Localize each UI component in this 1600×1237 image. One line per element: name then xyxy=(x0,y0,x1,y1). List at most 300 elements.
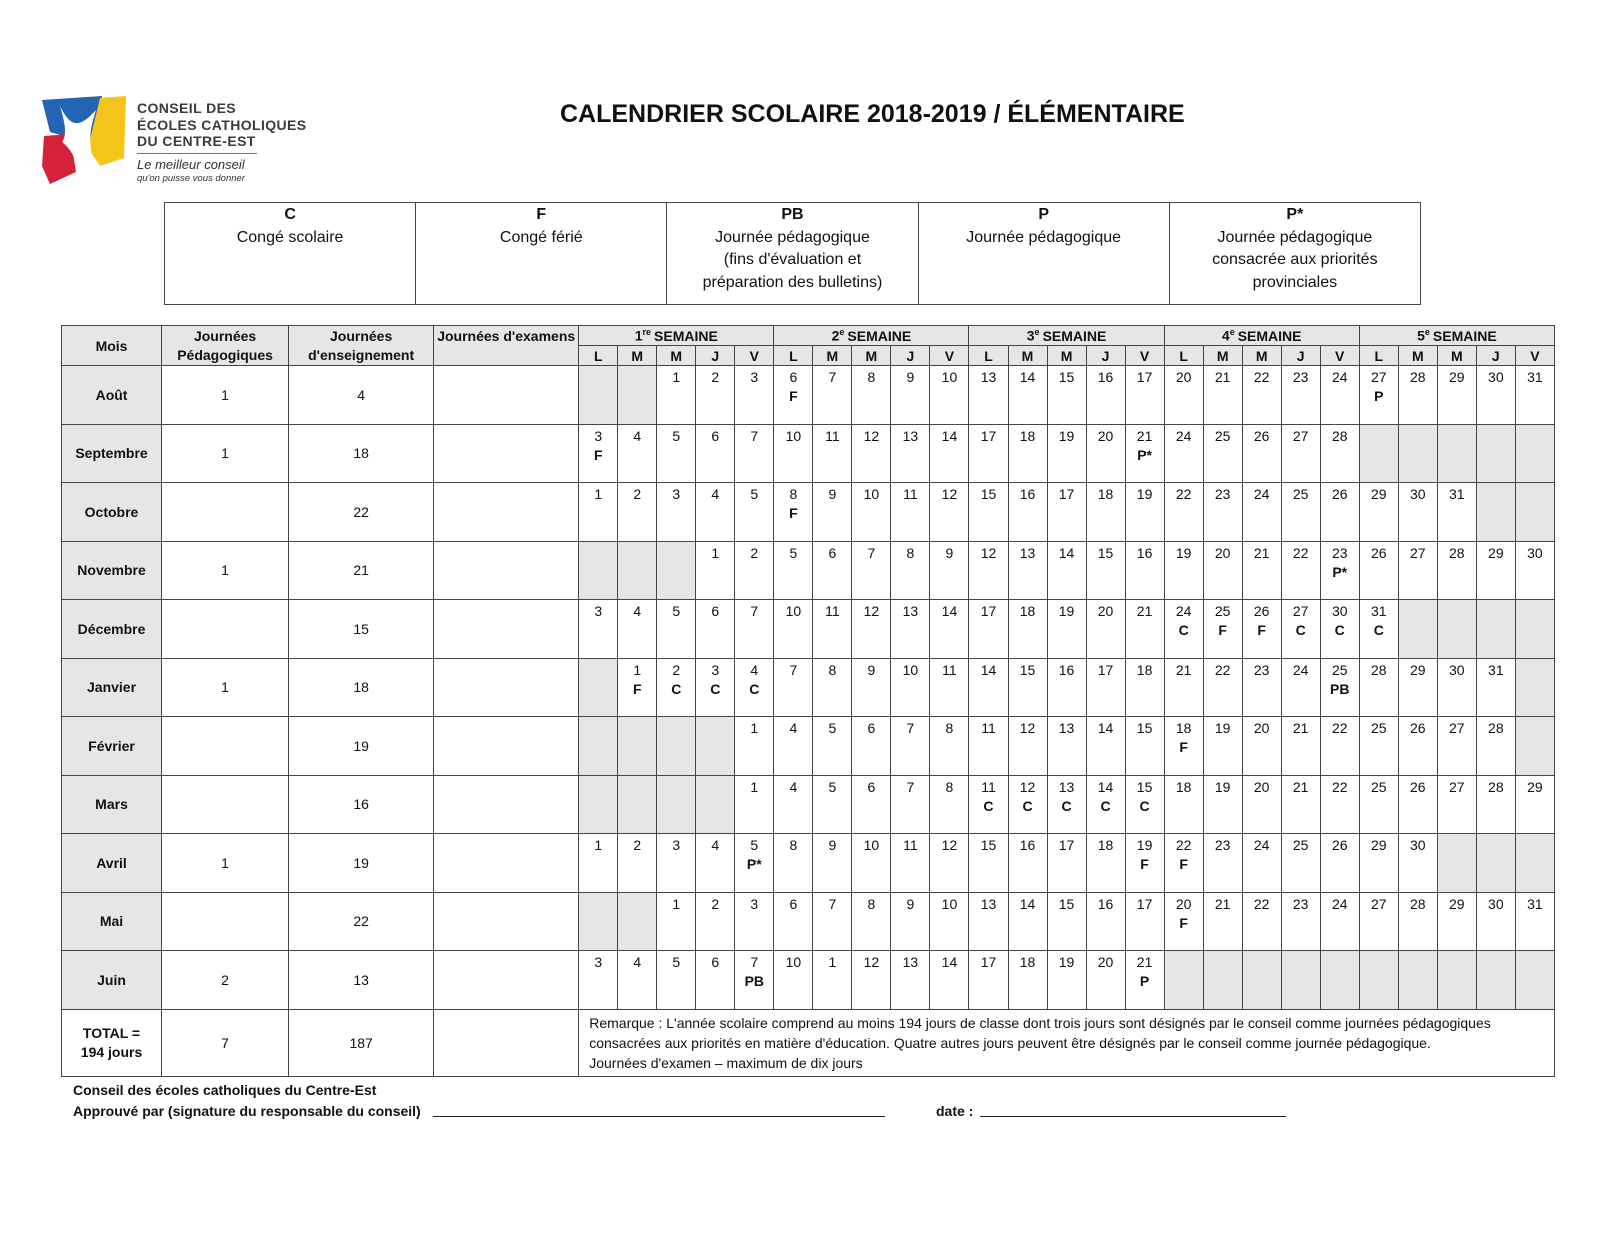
day-cell xyxy=(1515,775,1554,834)
day-cell xyxy=(1320,366,1359,425)
day-cell xyxy=(1203,424,1242,483)
day-cell xyxy=(930,424,969,483)
day-letter-header: L xyxy=(1359,346,1398,366)
legend-cell xyxy=(1169,203,1420,305)
day-cell xyxy=(1125,717,1164,776)
day-cell xyxy=(1320,951,1359,1010)
day-cell xyxy=(1359,834,1398,893)
day-code-badge: F xyxy=(1218,622,1227,638)
day-cell xyxy=(813,658,852,717)
day-number: 9 xyxy=(828,486,837,502)
day-cell xyxy=(579,541,618,600)
month-row xyxy=(62,892,1555,951)
day-cell xyxy=(1164,775,1203,834)
day-number: 13 xyxy=(1058,778,1075,795)
exam-days xyxy=(434,541,579,600)
day-cell xyxy=(1242,658,1281,717)
day-cell xyxy=(1515,717,1554,776)
day-cell xyxy=(813,366,852,425)
day-number: 21 xyxy=(1175,661,1192,678)
day-number: 22 xyxy=(1175,837,1192,853)
exam-days xyxy=(434,892,579,951)
day-number: 12 xyxy=(941,486,958,502)
day-cell xyxy=(1125,424,1164,483)
day-letter-header: L xyxy=(774,346,813,366)
day-cell xyxy=(696,366,735,425)
month-row xyxy=(62,775,1555,834)
day-cell xyxy=(1437,483,1476,542)
exam-days xyxy=(434,951,579,1010)
day-cell xyxy=(969,541,1008,600)
day-cell xyxy=(1242,424,1281,483)
day-number: 13 xyxy=(1019,544,1036,561)
day-letter-header: V xyxy=(930,346,969,366)
day-number: 26 xyxy=(1410,720,1426,736)
total-label xyxy=(62,1009,162,1076)
day-cell xyxy=(1242,892,1281,951)
day-cell xyxy=(891,600,930,659)
day-number: 15 xyxy=(1019,661,1036,678)
day-number: 29 xyxy=(1410,661,1426,678)
day-number: 21 xyxy=(1136,954,1153,970)
day-cell xyxy=(1398,775,1437,834)
day-cell xyxy=(969,775,1008,834)
day-letter-header: V xyxy=(1515,346,1554,366)
day-number: 3 xyxy=(672,837,681,853)
day-cell xyxy=(1437,658,1476,717)
day-number: 21 xyxy=(1292,720,1309,736)
day-cell xyxy=(1086,834,1125,893)
day-cell xyxy=(1242,717,1281,776)
day-cell xyxy=(1047,834,1086,893)
day-cell xyxy=(1164,658,1203,717)
day-number: 19 xyxy=(1058,603,1075,619)
month-name: Février xyxy=(62,717,162,776)
day-number: 5 xyxy=(750,486,759,502)
day-cell xyxy=(579,892,618,951)
day-number: 17 xyxy=(980,954,997,970)
day-cell xyxy=(1086,424,1125,483)
week-number-suffix: e xyxy=(1424,327,1430,338)
teaching-days: 19 xyxy=(289,834,434,893)
day-cell xyxy=(1047,600,1086,659)
day-cell xyxy=(1398,951,1437,1010)
month-name: Mai xyxy=(62,892,162,951)
day-cell xyxy=(1125,834,1164,893)
day-cell xyxy=(813,424,852,483)
day-number: 3 xyxy=(594,427,603,444)
day-number: 2 xyxy=(633,837,642,853)
day-number: 30 xyxy=(1410,837,1426,853)
day-number: 11 xyxy=(825,427,840,444)
day-number: 2 xyxy=(750,544,759,561)
day-cell xyxy=(1125,600,1164,659)
day-number: 17 xyxy=(1136,895,1153,912)
day-cell xyxy=(969,951,1008,1010)
day-cell xyxy=(1476,600,1515,659)
legend-code: F xyxy=(536,206,547,223)
day-cell xyxy=(1515,366,1554,425)
day-number: 29 xyxy=(1527,778,1543,795)
day-number: 30 xyxy=(1410,486,1426,502)
total-row xyxy=(62,1009,1555,1076)
day-number: 27 xyxy=(1449,778,1465,795)
pedagogical-days xyxy=(162,483,289,542)
day-cell xyxy=(1515,834,1554,893)
day-cell xyxy=(1320,775,1359,834)
day-number: 20 xyxy=(1253,778,1270,795)
day-number: 6 xyxy=(789,895,798,912)
day-cell xyxy=(1164,892,1203,951)
day-cell xyxy=(657,366,696,425)
day-cell xyxy=(813,834,852,893)
header-journees-examens: Journées d'examens xyxy=(434,326,579,366)
day-number: 4 xyxy=(789,720,798,736)
day-letter-header: J xyxy=(891,346,930,366)
day-cell xyxy=(1398,600,1437,659)
day-number: 6 xyxy=(789,369,798,385)
day-number: 20 xyxy=(1097,427,1114,444)
day-number: 27 xyxy=(1449,720,1465,736)
day-cell xyxy=(1125,541,1164,600)
month-row xyxy=(62,951,1555,1010)
day-cell xyxy=(1398,366,1437,425)
month-row xyxy=(62,424,1555,483)
day-number: 12 xyxy=(1019,778,1036,795)
day-number: 7 xyxy=(867,544,876,561)
month-name: Novembre xyxy=(62,541,162,600)
day-letter-header: L xyxy=(579,346,618,366)
day-code-badge: C xyxy=(1178,622,1189,638)
day-number: 1 xyxy=(594,837,603,853)
day-cell xyxy=(1125,775,1164,834)
day-number: 21 xyxy=(1136,603,1153,619)
day-number: 6 xyxy=(867,720,876,736)
day-cell xyxy=(1398,658,1437,717)
day-cell xyxy=(891,717,930,776)
day-cell xyxy=(813,541,852,600)
day-cell xyxy=(1320,424,1359,483)
day-number: 12 xyxy=(863,603,880,619)
day-cell xyxy=(774,600,813,659)
day-number: 16 xyxy=(1019,837,1036,853)
day-number: 4 xyxy=(633,427,642,444)
signature-line[interactable] xyxy=(433,1116,885,1117)
day-number: 18 xyxy=(1175,720,1192,736)
month-name: Mars xyxy=(62,775,162,834)
day-number: 2 xyxy=(711,369,720,385)
day-number: 17 xyxy=(1097,661,1114,678)
week-header xyxy=(774,326,969,346)
day-number: 30 xyxy=(1488,369,1504,385)
day-cell xyxy=(1476,658,1515,717)
day-number: 15 xyxy=(1136,720,1153,736)
day-number: 13 xyxy=(980,895,997,912)
day-cell xyxy=(1398,834,1437,893)
day-cell xyxy=(1398,717,1437,776)
legend-cell xyxy=(416,203,667,305)
day-cell xyxy=(696,483,735,542)
logo-divider xyxy=(137,153,257,154)
teaching-days: 15 xyxy=(289,600,434,659)
day-cell xyxy=(891,892,930,951)
day-number: 24 xyxy=(1253,837,1270,853)
day-number: 7 xyxy=(750,603,759,619)
day-cell xyxy=(579,717,618,776)
day-cell xyxy=(969,424,1008,483)
day-cell xyxy=(1515,424,1554,483)
day-cell xyxy=(1437,892,1476,951)
pedagogical-days: 1 xyxy=(162,658,289,717)
day-number: 18 xyxy=(1019,427,1036,444)
date-line[interactable] xyxy=(980,1116,1286,1117)
day-code-badge: C xyxy=(1139,797,1150,814)
day-cell xyxy=(1164,541,1203,600)
week-header xyxy=(579,326,774,346)
exam-days xyxy=(434,366,579,425)
day-number: 27 xyxy=(1292,427,1309,444)
header-journees-pedagogiques: Journées Pédagogiques xyxy=(162,326,289,366)
day-cell xyxy=(1164,483,1203,542)
day-number: 29 xyxy=(1449,895,1465,912)
day-cell xyxy=(696,424,735,483)
week-number: 1 xyxy=(634,327,643,344)
day-number: 8 xyxy=(945,778,954,795)
day-cell xyxy=(1242,834,1281,893)
day-code-badge: F xyxy=(1140,856,1149,872)
day-cell xyxy=(1242,951,1281,1010)
day-cell xyxy=(1320,541,1359,600)
day-cell xyxy=(1086,541,1125,600)
month-row xyxy=(62,600,1555,659)
day-number: 4 xyxy=(789,778,798,795)
legend-code: C xyxy=(284,206,296,223)
day-code-badge: C xyxy=(671,680,682,697)
day-number: 31 xyxy=(1527,369,1543,385)
month-name: Décembre xyxy=(62,600,162,659)
day-cell xyxy=(1125,951,1164,1010)
day-number: 4 xyxy=(633,603,642,619)
day-number: 17 xyxy=(980,603,997,619)
day-cell xyxy=(1242,483,1281,542)
teaching-days: 22 xyxy=(289,483,434,542)
day-cell xyxy=(1476,366,1515,425)
day-number: 7 xyxy=(750,427,759,444)
day-number: 12 xyxy=(941,837,958,853)
week-label: SEMAINE xyxy=(1432,327,1497,344)
day-cell xyxy=(774,541,813,600)
day-cell xyxy=(657,775,696,834)
day-cell xyxy=(1047,775,1086,834)
day-cell xyxy=(696,717,735,776)
day-cell xyxy=(930,366,969,425)
day-number: 13 xyxy=(980,369,997,385)
day-cell xyxy=(1359,541,1398,600)
footer-org: Conseil des écoles catholiques du Centre-Est xyxy=(73,1082,377,1098)
day-cell xyxy=(1476,951,1515,1010)
day-number: 14 xyxy=(1058,544,1075,561)
day-cell xyxy=(1515,951,1554,1010)
day-cell xyxy=(774,892,813,951)
week-header xyxy=(1359,326,1554,346)
day-cell xyxy=(891,775,930,834)
day-cell xyxy=(1476,483,1515,542)
day-cell xyxy=(774,366,813,425)
day-number: 14 xyxy=(1019,369,1036,385)
day-number: 3 xyxy=(711,661,720,678)
header-journees-enseignement: Journées d'enseignement xyxy=(289,326,434,366)
day-cell xyxy=(930,892,969,951)
day-cell xyxy=(969,366,1008,425)
day-cell xyxy=(891,834,930,893)
day-number: 31 xyxy=(1449,486,1465,502)
week-number-suffix: e xyxy=(839,327,845,338)
day-cell xyxy=(579,951,618,1010)
day-cell xyxy=(1164,366,1203,425)
remark-line: consacrées aux priorités en matière d'éducation. Quatre autres jours peuvent être désignés par le conseil comme journée pédagogique. xyxy=(589,1034,1431,1051)
pedagogical-days: 1 xyxy=(162,541,289,600)
day-number: 10 xyxy=(941,895,958,912)
day-cell xyxy=(657,483,696,542)
day-number: 6 xyxy=(867,778,876,795)
day-cell xyxy=(1281,892,1320,951)
day-cell xyxy=(1203,600,1242,659)
day-number: 30 xyxy=(1488,895,1504,912)
day-number: 6 xyxy=(711,603,720,619)
day-cell xyxy=(852,717,891,776)
day-code-badge: PB xyxy=(1330,680,1350,697)
day-cell xyxy=(852,892,891,951)
day-code-badge: C xyxy=(1061,797,1072,814)
day-cell xyxy=(657,717,696,776)
header-mois: Mois xyxy=(62,326,162,366)
day-cell xyxy=(1437,366,1476,425)
day-number: 10 xyxy=(785,603,802,619)
day-number: 1 xyxy=(672,895,681,912)
day-cell xyxy=(579,366,618,425)
day-number: 4 xyxy=(711,486,720,502)
month-name: Octobre xyxy=(62,483,162,542)
day-code-badge: P* xyxy=(1137,446,1152,463)
week-header xyxy=(969,326,1164,346)
day-cell xyxy=(696,834,735,893)
day-cell xyxy=(1203,366,1242,425)
day-cell xyxy=(1242,600,1281,659)
day-number: 21 xyxy=(1214,895,1231,912)
day-number: 20 xyxy=(1214,544,1231,561)
day-code-badge: F xyxy=(1257,622,1266,638)
day-number: 4 xyxy=(750,661,759,678)
day-number: 14 xyxy=(941,427,958,444)
week-number-suffix: re xyxy=(642,327,652,338)
day-cell xyxy=(1203,483,1242,542)
day-cell xyxy=(930,951,969,1010)
day-code-badge: P xyxy=(1374,388,1384,404)
day-number: 10 xyxy=(863,486,880,502)
day-number: 16 xyxy=(1097,369,1114,385)
day-number: 13 xyxy=(1058,720,1075,736)
day-number: 5 xyxy=(828,720,837,736)
day-cell xyxy=(579,658,618,717)
week-number-suffix: e xyxy=(1229,327,1235,338)
logo-emblem-icon xyxy=(40,96,132,188)
day-code-badge: P* xyxy=(746,856,762,872)
day-cell xyxy=(1086,775,1125,834)
day-cell xyxy=(1047,424,1086,483)
day-cell xyxy=(1281,658,1320,717)
day-cell xyxy=(1047,541,1086,600)
day-code-badge: C xyxy=(1334,622,1345,638)
day-number: 18 xyxy=(1019,954,1036,970)
day-cell xyxy=(1047,366,1086,425)
teaching-days: 13 xyxy=(289,951,434,1010)
day-cell xyxy=(1359,600,1398,659)
month-name: Juin xyxy=(62,951,162,1010)
day-number: 15 xyxy=(1136,778,1153,795)
day-number: 19 xyxy=(1175,544,1192,561)
day-cell xyxy=(657,424,696,483)
day-cell xyxy=(1281,366,1320,425)
day-number: 5 xyxy=(750,837,759,853)
day-number: 7 xyxy=(789,661,798,678)
day-cell xyxy=(696,600,735,659)
day-number: 31 xyxy=(1370,603,1387,619)
day-code-badge: C xyxy=(983,797,994,814)
legend-desc: Journée pédagogique consacrée aux priorités provinciales xyxy=(1212,228,1378,291)
day-cell xyxy=(930,658,969,717)
day-cell xyxy=(852,658,891,717)
day-number: 19 xyxy=(1214,720,1231,736)
day-number: 28 xyxy=(1488,720,1504,736)
day-cell xyxy=(930,775,969,834)
month-row xyxy=(62,366,1555,425)
day-number: 18 xyxy=(1097,486,1114,502)
day-cell xyxy=(1359,951,1398,1010)
day-number: 12 xyxy=(1019,720,1036,736)
day-letter-header: M xyxy=(1203,346,1242,366)
day-cell xyxy=(735,424,774,483)
month-name: Avril xyxy=(62,834,162,893)
day-number: 22 xyxy=(1214,661,1231,678)
day-letter-header: J xyxy=(1476,346,1515,366)
day-number: 23 xyxy=(1292,369,1309,385)
month-row xyxy=(62,717,1555,776)
day-number: 3 xyxy=(594,954,603,970)
day-number: 8 xyxy=(828,661,837,678)
day-cell xyxy=(735,834,774,893)
day-cell xyxy=(930,483,969,542)
day-number: 2 xyxy=(711,895,720,912)
day-cell xyxy=(1398,541,1437,600)
day-letter-header: M xyxy=(657,346,696,366)
day-cell xyxy=(1008,834,1047,893)
day-code-badge: P* xyxy=(1332,563,1348,580)
day-number: 19 xyxy=(1136,837,1153,853)
remark-cell xyxy=(579,1009,1555,1076)
day-cell xyxy=(618,366,657,425)
day-number: 10 xyxy=(785,427,802,444)
day-cell xyxy=(735,951,774,1010)
day-cell xyxy=(1086,483,1125,542)
day-cell xyxy=(1008,541,1047,600)
exam-days xyxy=(434,483,579,542)
day-cell xyxy=(1203,834,1242,893)
day-cell xyxy=(1047,658,1086,717)
day-cell xyxy=(1359,892,1398,951)
day-cell xyxy=(1281,600,1320,659)
day-number: 13 xyxy=(902,427,919,444)
day-number: 25 xyxy=(1370,778,1387,795)
